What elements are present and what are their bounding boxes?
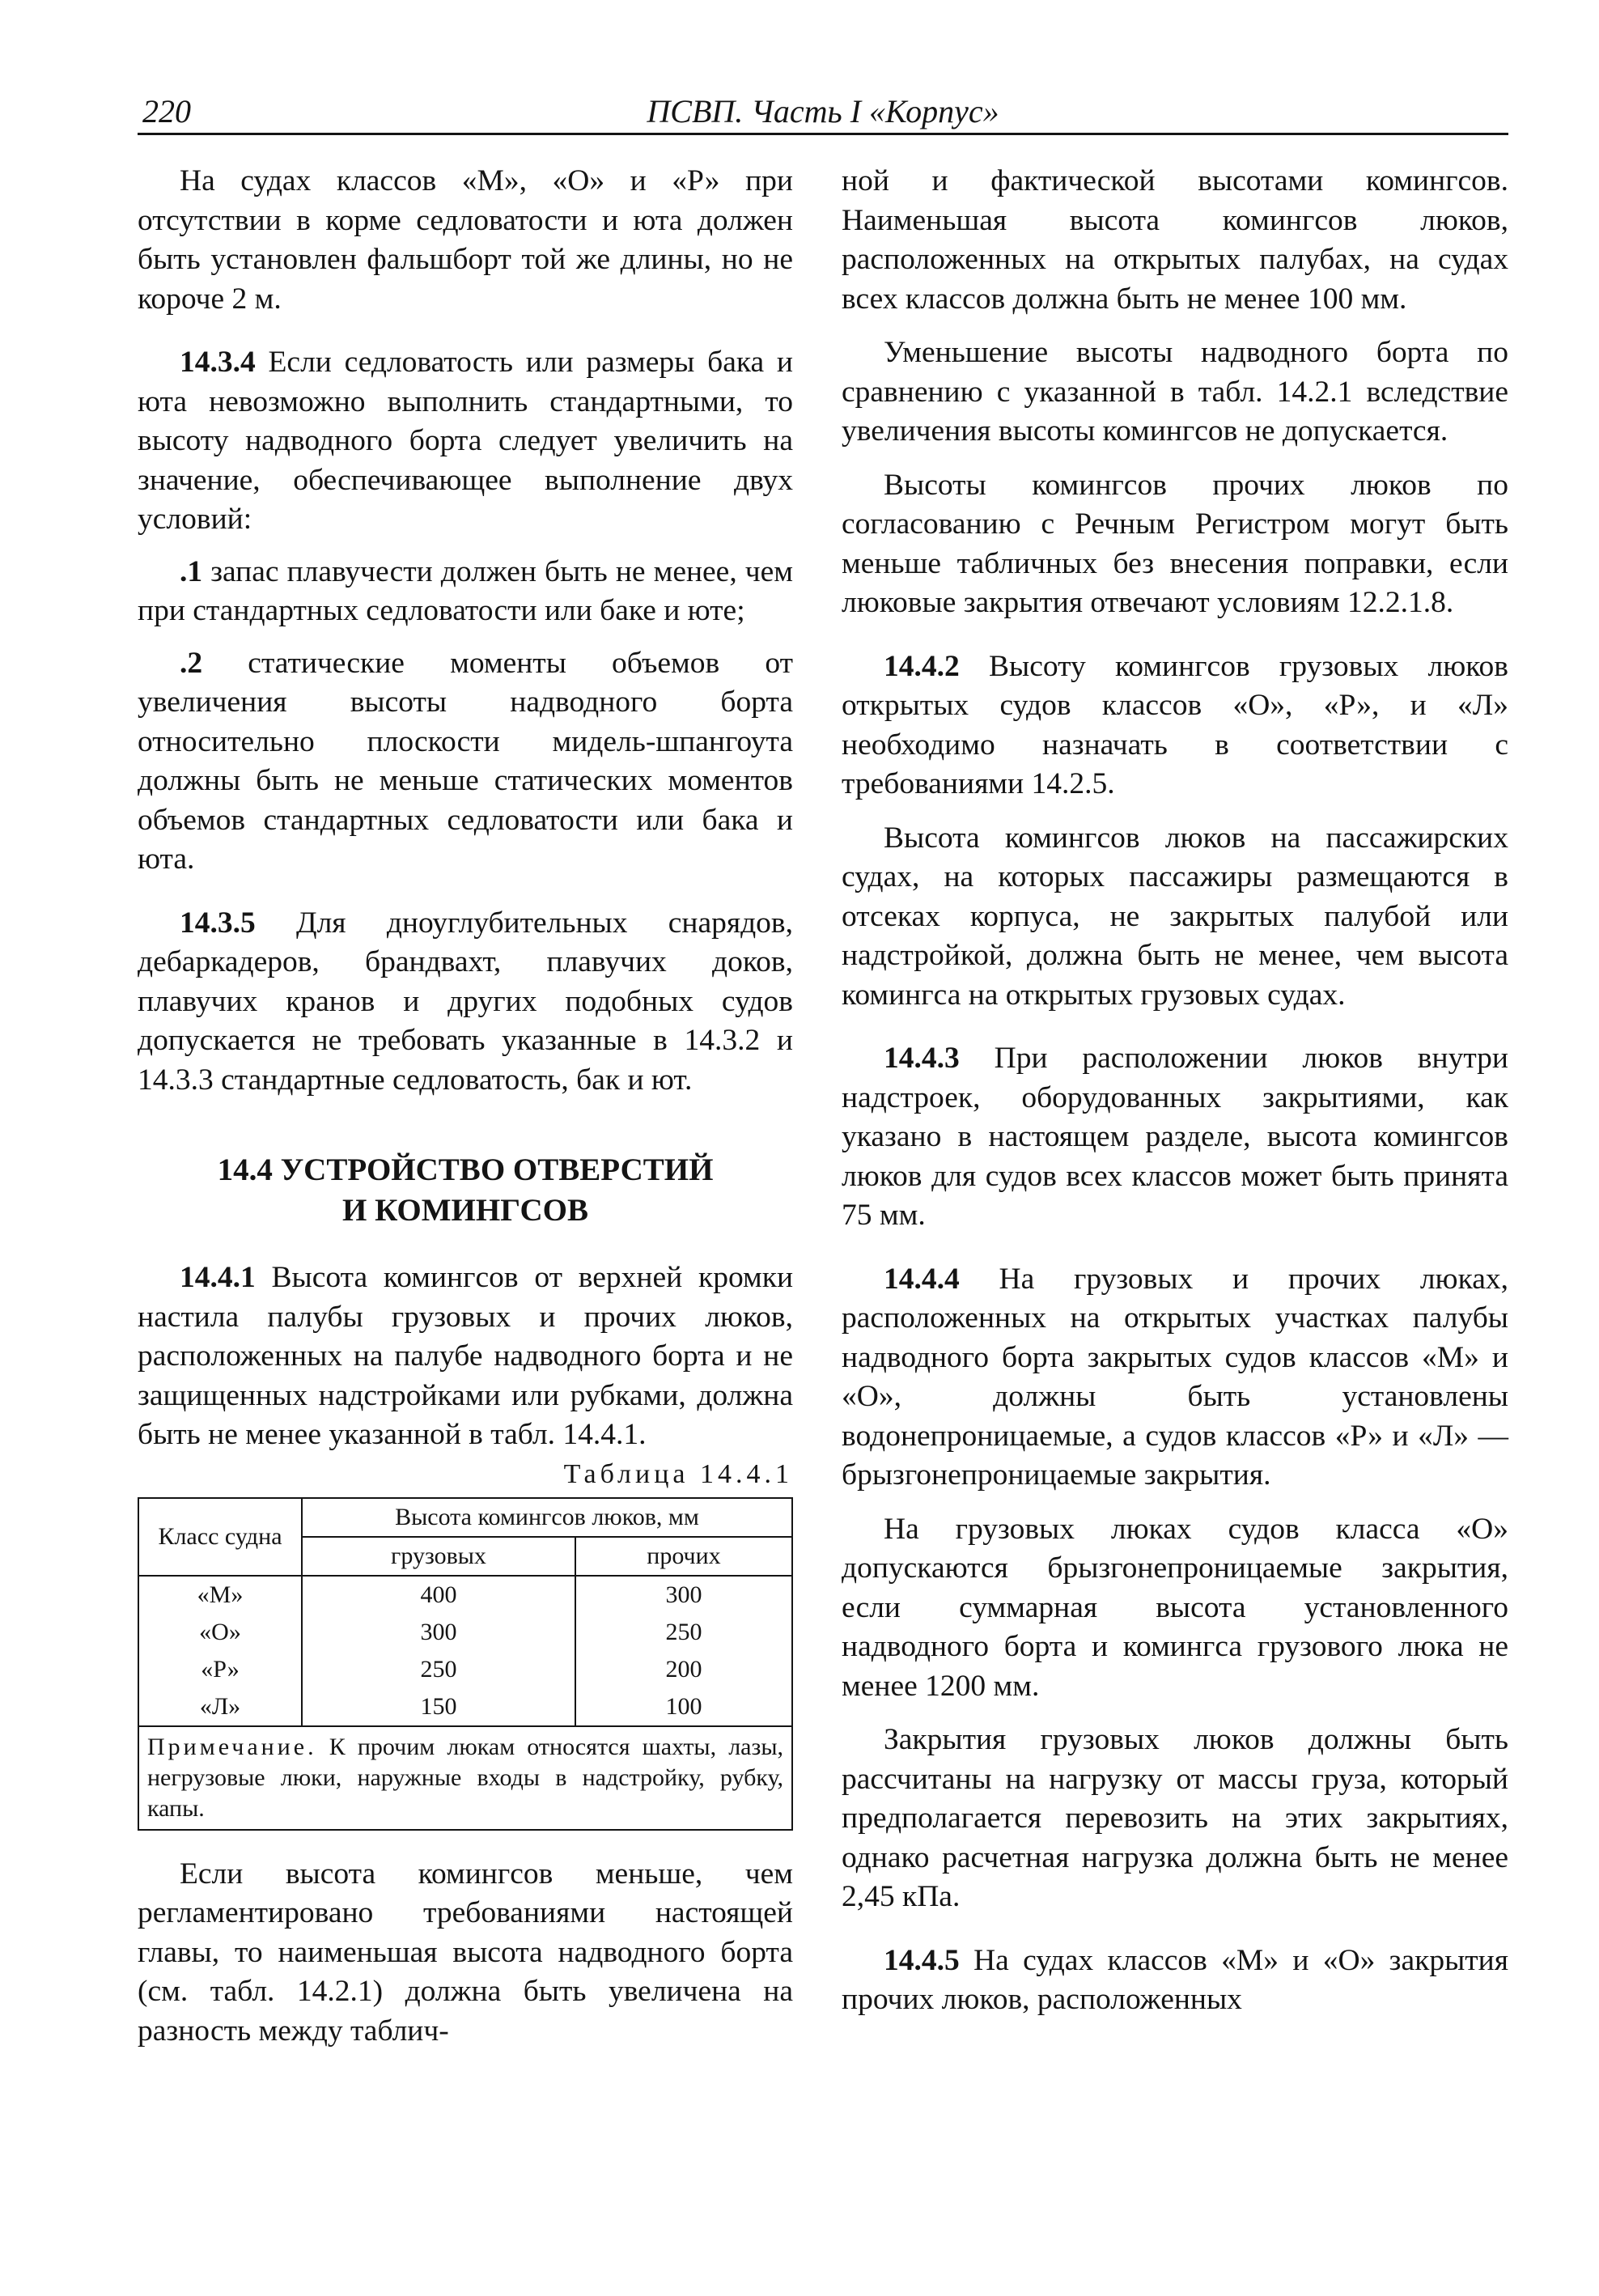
section-14-4-5: [842, 1942, 1508, 2020]
cell-class: «Р»: [138, 1651, 302, 1688]
section-14-3-4: [138, 343, 793, 540]
note-text: К прочим люкам относятся шахты, лазы, негрузовые люки, наружные входы в надстройку, рубку, капы.: [147, 1733, 784, 1822]
item-number: .1: [180, 554, 203, 588]
section-number: 14.4.4: [884, 1262, 960, 1296]
list-item: [138, 553, 793, 631]
table-row: [138, 1576, 792, 1614]
cell-other: 200: [575, 1651, 792, 1688]
page-header: [138, 91, 1508, 135]
table-row: [138, 1651, 792, 1688]
section-text: Высоту комингсов грузовых люков открытых судов классов «О», «Р», и «Л» необходимо назначать в соответствии с требованиями 14.2.5.: [842, 649, 1508, 800]
note-label: Примечание.: [147, 1733, 317, 1760]
item-number: .2: [180, 646, 203, 680]
item-text: запас плавучести должен быть не менее, чем при стандартных седловатости или баке и юте;: [138, 554, 793, 627]
header-cargo: грузовых: [302, 1537, 575, 1576]
running-title: ПСВП. Часть I «Корпус»: [647, 93, 999, 129]
cell-other: 300: [575, 1576, 792, 1614]
cell-cargo: 400: [302, 1576, 575, 1614]
table-note: [138, 1726, 792, 1830]
cell-class: «Л»: [138, 1688, 302, 1726]
header-coaming-height: Высота комингсов люков, мм: [302, 1498, 792, 1537]
heading-line: И КОМИНГСОВ: [341, 1193, 589, 1228]
table-row: [138, 1688, 792, 1726]
cell-cargo: 150: [302, 1688, 575, 1726]
table-note-row: [138, 1726, 792, 1830]
left-column: [138, 162, 793, 2051]
paragraph: Высоты комингсов прочих люков по согласованию с Речным Регистром могут быть меньше табличных без внесения поправки, если люковые закрытия отвечают условиям 12.2.1.8.: [842, 468, 1508, 619]
section-14-4-3: [842, 1039, 1508, 1236]
section-text: Высота комингсов от верхней кромки настила палубы грузовых и прочих люков, расположенных на палубе надводного борта и не защищенных надстройками или рубками, должна быть не менее указанной в табл. 14.4.1.: [138, 1261, 794, 1451]
paragraph: Уменьшение высоты надводного борта по сравнению с указанной в табл. 14.2.1 вследствие увеличения высоты комингсов не допускается.: [842, 336, 1508, 448]
item-text: статические моменты объемов от увеличения высоты надводного борта относительно плоскости мидель-шпангоута должны быть не меньше статических моментов объемов стандартных седловатости или бака и юта.: [138, 646, 793, 876]
section-text: Если седловатость или размеры бака и юта невозможно выполнить стандартными, то высоту надводного борта следует увеличить на значение, обеспечивающее выполнение двух условий:: [138, 346, 793, 536]
paragraph: ной и фактической высотами комингсов. Наименьшая высота комингсов люков, расположенных на открытых палубах, на судах всех классов должна быть не менее 100 мм.: [842, 164, 1508, 316]
cell-cargo: 250: [302, 1651, 575, 1688]
section-14-4-4: [842, 1260, 1508, 1496]
section-number: 14.3.4: [180, 346, 256, 379]
table-caption: Таблица 14.4.1: [563, 1458, 793, 1489]
paragraph: Если высота комингсов меньше, чем регламентировано требованиями настоящей главы, то наименьшая высота надводного борта (см. табл. 14.2.1) должна быть увеличена на разность между таблич-: [138, 1857, 793, 2048]
section-heading: [138, 1150, 793, 1231]
section-14-4-2: [842, 647, 1508, 804]
cell-other: 100: [575, 1688, 792, 1726]
section-number: 14.4.2: [884, 649, 960, 683]
paragraph: На судах классов «М», «О» и «Р» при отсутствии в корме седловатости и юта должен быть установлен фальшборт той же длины, но не короче 2 м.: [138, 164, 793, 316]
paragraph: На грузовых люках судов класса «О» допускаются брызгонепроницаемые закрытия, если суммарная высота установленного надводного борта и комингса грузового люка не менее 1200 мм.: [842, 1512, 1508, 1703]
paragraph: Закрытия грузовых люков должны быть рассчитаны на нагрузку от массы груза, который предполагается перевозить на этих закрытиях, однако расчетная нагрузка должна быть не менее 2,45 кПа.: [842, 1723, 1508, 1913]
section-number: 14.4.5: [884, 1943, 960, 1977]
table-row: [138, 1614, 792, 1651]
cell-class: «О»: [138, 1614, 302, 1651]
paragraph: Высота комингсов люков на пассажирских судах, на которых пассажиры размещаются в отсеках корпуса, не закрытых палубой или надстройкой, должна быть не менее, чем высота комингса на открытых грузовых судах.: [842, 821, 1508, 1012]
section-number: 14.4.3: [884, 1042, 960, 1075]
page-number: 220: [142, 93, 191, 129]
header-other: прочих: [575, 1537, 792, 1576]
cell-class: «М»: [138, 1576, 302, 1614]
cell-cargo: 300: [302, 1614, 575, 1651]
heading-line: 14.4 УСТРОЙСТВО ОТВЕРСТИЙ: [217, 1152, 714, 1187]
section-14-4-1: [138, 1258, 793, 1455]
section-text: При расположении люков внутри надстроек, оборудованных закрытиями, как указано в настоящем разделе, высота комингсов люков для судов всех классов может быть принята 75 мм.: [842, 1042, 1508, 1232]
section-text: На судах классов «М» и «О» закрытия прочих люков, расположенных: [842, 1943, 1508, 2016]
section-text: Для дноуглубительных снарядов, дебаркадеров, брандвахт, плавучих доков, плавучих кранов и других подобных судов допускается не требовать указанные в 14.3.2 и 14.3.3 стандартные седловатость, бак и ют.: [138, 906, 794, 1097]
cell-other: 250: [575, 1614, 792, 1651]
section-number: 14.4.1: [180, 1261, 256, 1294]
section-text: На грузовых и прочих люках, расположенных на открытых участках палубы надводного борта закрытых судов классов «М» и «О», должны быть установлены водонепроницаемые, а судов классов «Р» и «Л» — брызгонепроницаемые закрытия.: [842, 1262, 1508, 1492]
list-item: [138, 644, 793, 880]
section-number: 14.3.5: [180, 906, 256, 940]
right-column: [842, 162, 1508, 2020]
coaming-height-table: [138, 1497, 793, 1831]
section-14-3-5: [138, 904, 793, 1101]
header-ship-class: Класс судна: [138, 1498, 302, 1576]
